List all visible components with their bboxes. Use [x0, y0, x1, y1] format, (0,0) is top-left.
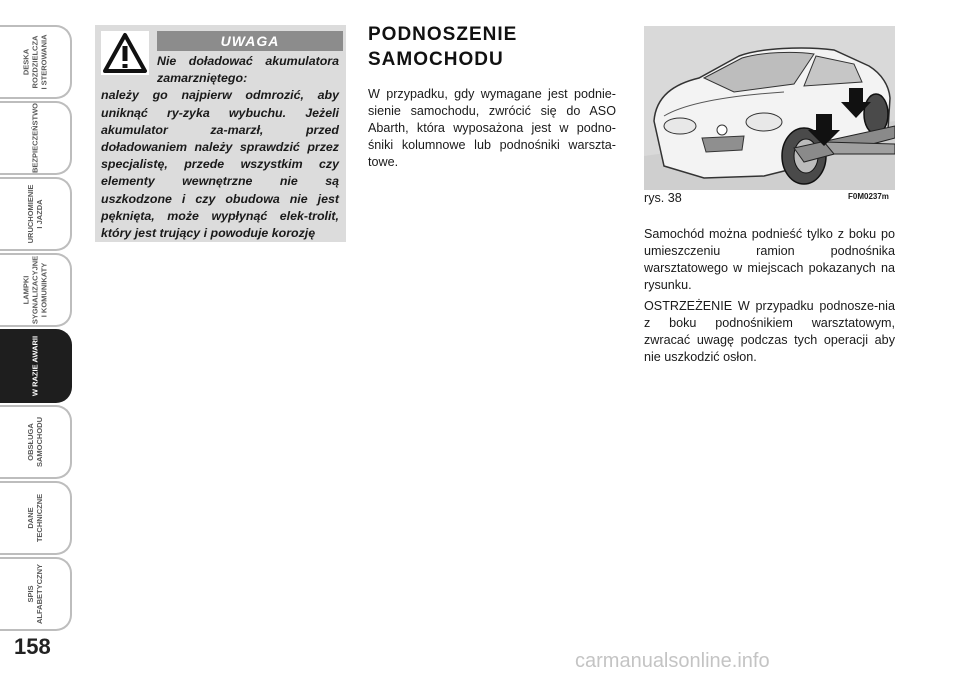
tab-label: DANE TECHNICZNE [26, 493, 44, 543]
warning-text-rest: należy go najpierw odmrozić, aby uniknąć ry-zyka wybuchu. Jeżeli akumulator za-marzł, przed doładowaniem należy sprawdzić przez specjalistę, przede wszystkim czy elementy wewnętrzne nie są uszkodzone i czy obudowa nie jest pęknięta, może wypłynąć elek-trolit, który jest trujący i powoduje korozję [101, 88, 339, 241]
tab-w-razie-awarii[interactable] [0, 329, 72, 403]
heading-line-1: PODNOSZENIE [368, 24, 518, 45]
warning-text-lead: Nie doładować akumulatora zamarzniętego: [157, 54, 339, 86]
tab-label: URUCHOMIENIE I JAZDA [26, 184, 44, 244]
tab-bezpieczenstwo[interactable] [0, 101, 72, 175]
figure-code: F0M0237m [848, 192, 889, 201]
chapter-tabs [0, 0, 78, 677]
tab-label: SPIS ALFABETYCZNY [26, 564, 44, 624]
watermark: carmanualsonline.info [575, 650, 770, 672]
right-paragraph-2: OSTRZEŻENIE W przypadku podnosze-nia z boku podnośnikiem warsztatowym, zwracać uwagę podczas tych operacji aby nie uszkodzić osłon. [644, 299, 895, 364]
tab-label: W RAZIE AWARII [30, 335, 40, 397]
right-paragraph-1: Samochód można podnieść tylko z boku po umieszczeniu ramion podnośnika warsztatowego w miejscach pokazanych na rysunku. [644, 227, 895, 292]
page-number: 158 [14, 634, 51, 659]
car-lift-points-illustration [644, 26, 895, 190]
tab-label: LAMPKI SYGNALIZACYJNE I KOMUNIKATY [21, 255, 49, 325]
tab-spis-alfabetyczny[interactable] [0, 557, 72, 631]
tab-label: DESKA ROZDZIELCZA I STEROWANIA [21, 34, 49, 90]
tab-lampki[interactable] [0, 253, 72, 327]
tab-deska-rozdzielcza[interactable] [0, 25, 72, 99]
tab-label: OBSŁUGA SAMOCHODU [26, 417, 44, 467]
tab-dane-techniczne[interactable] [0, 481, 72, 555]
figure-caption: rys. 38 [644, 191, 682, 205]
warning-box [95, 25, 346, 242]
warning-text [101, 53, 339, 242]
section-heading [368, 22, 608, 72]
warning-title: UWAGA [157, 31, 343, 51]
section-paragraph: W przypadku, gdy wymagane jest podnie-sienie samochodu, zwrócić się do ASO Abarth, która wyposażona jest w podno-śniki kolumnowe lub podnośniki warszta-towe. [368, 87, 616, 169]
tab-label: BEZPIECZEŃSTWO [30, 102, 40, 174]
heading-line-2: SAMOCHODU [368, 49, 504, 70]
tab-obsluga[interactable] [0, 405, 72, 479]
tab-uruchomienie[interactable] [0, 177, 72, 251]
car-lift-figure [644, 26, 895, 190]
